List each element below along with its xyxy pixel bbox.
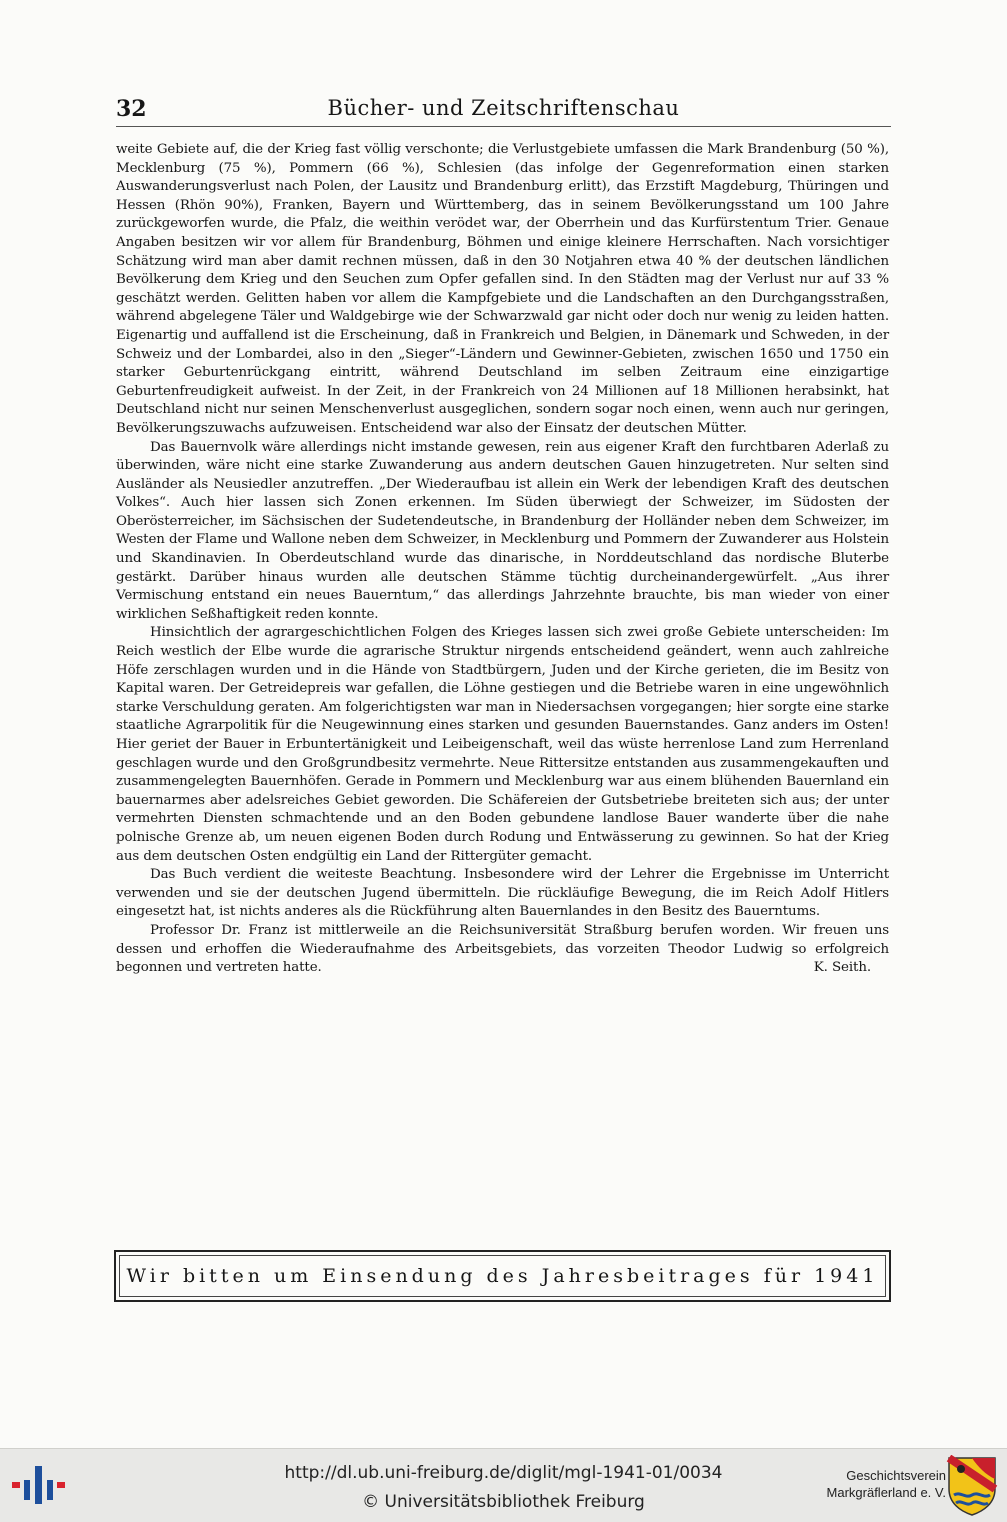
society-name-line-2: Markgräflerland e. V. [826,1485,946,1500]
paragraph-3: Hinsichtlich der agrargeschichtlichen Folgen des Krieges lassen sich zwei große Gebiete unterscheiden: Im Reich westlich der Elbe wurde die agrarische Struktur nirgends entscheidend geändert, wenn auch zahlreiche Höfe zerschlagen wurden und in die Hände von Stadtbürgern, Juden und der Kirche gerieten, die im Besitz von Kapital waren. Der Getreidepreis war gefallen, die Löhne gestiegen und die Betriebe waren in eine ungewöhnlich starke Verschuldung geraten. Am folgerichtigsten war man in Niedersachsen vorgegangen; hier sorgte eine starke staatliche Agrarpolitik für die Neugewinnung eines starken und gesunden Bauernstandes. Ganz anders im Osten! Hier geriet der Bauer in Erbuntertänigkeit und Leibeigenschaft, weil das wüste herrenlose Land zum Herrenland geschlagen wurde und den Großgrundbesitz vermehrte. Neue Rittersitze entstanden aus zusammengekauften und zusammengelegten Bauernhöfen. Gerade in Pommern und Mecklenburg war aus einem blühenden Bauernland ein bauernarmes aber adelsreiches Gebiet geworden. Die Schäfereien der Gutsbetriebe breiteten sich aus; der unter vermehrten Diensten schmachtende und an den Boden gebundene landlose Bauer wanderte über die nahe polnische Grenze ab, um neuen eigenen Boden durch Rodung und Entwässerung zu gewinnen. So hat der Krieg aus dem deutschen Osten endgültig ein Land der Rittergüter gemacht. [116,625,889,864]
paragraph-1: weite Gebiete auf, die der Krieg fast völlig verschonte; die Verlustgebiete umfassen die Mark Brandenburg (50 %), Mecklenburg (75 %), Pommern (66 %), Schlesien (das infolge der Gegenreformation einen starken Auswanderungsverlust nach Polen, der Lausitz und Brandenburg erlitt), das Erzstift Magdeburg, Thüringen und Hessen (Rhön 90%), Franken, Bayern und Württemberg, das in seinem Bevölkerungsstand um 100 Jahre zurückgeworfen wurde, die Pfalz, die weithin verödet war, der Oberrhein und das Kurfürstentum Trier. Genaue Angaben besitzen wir vor allem für Brandenburg, Böhmen und einige kleinere Herrschaften. Nach vorsichtiger Schätzung wird man aber damit rechnen müssen, daß in den 30 Notjahren etwa 40 % der deutschen ländlichen Bevölkerung dem Krieg und den Seuchen zum Opfer gefallen sind. In den Städten mag der Verlust nur auf 33 % geschätzt werden. Gelitten haben vor allem die Kampfgebiete und die Landschaften an den Durchgangsstraßen, während abgelegene Täler und Waldgebirge wie der Schwarzwald gar nicht oder doch nur wenig zu leiden hatten. Eigenartig und auffallend ist die Erscheinung, daß in Frankreich und Belgien, in Dänemark und Schweden, in der Schweiz und der Lombardei, also in den „Sieger“-Ländern und Gewinner-Gebieten, zwischen 1650 und 1750 ein starker Geburtenrückgang eintritt, während Deutschland im selben Zeitraum eine einzigartige Geburtenfreudigkeit aufweist. In der Zeit, in der Frankreich von 24 Millionen auf 18 Millionen herabsinkt, hat Deutschland nicht nur seinen Menschenverlust ausgeglichen, sondern sogar noch einen, wenn auch nur geringen, Bevölkerungszuwachs aufzuweisen. Entscheidend war also der Einsatz der deutschen Mütter. [116,142,889,436]
markgraeflerland-crest-icon[interactable] [946,1455,998,1517]
paragraph-4: Das Buch verdient die weiteste Beachtung. Insbesondere wird der Lehrer die Ergebnisse im Unterricht verwenden und sie der deutschen Jugend übermitteln. Die rückläufige Bewegung, die im Reich Adolf Hitlers eingesetzt hat, ist nichts anderes als die Rückführung alten Bauernlandes in den Besitz des Bauerntums. [116,867,889,920]
author-signature: K. Seith. [813,960,871,976]
paragraph-5-text: Professor Dr. Franz ist mittlerweile an die Reichsuniversität Straßburg berufen worden. Wir freuen uns dessen und erhoffen die Wiederaufnahme des Arbeitsgebiets, das vorzeiten Theodor Ludwig so erfolgreich begonnen und vertreten hatte. [116,922,889,976]
running-head [116,92,891,127]
membership-notice-box [114,1250,891,1302]
page-number: 32 [116,96,147,122]
paragraph-5 [116,922,889,978]
paragraph-2: Das Bauernvolk wäre allerdings nicht imstande gewesen, rein aus eigener Kraft den furchtbaren Aderlaß zu überwinden, wäre nicht eine starke Zuwanderung aus andern deutschen Gauen hinzugetreten. Nur selten sind Ausländer als Neusiedler anzutreffen. „Der Wiederaufbau ist allein ein Werk der lebendigen Kraft des deutschen Volkes“. Auch hier lassen sich Zonen erkennen. Im Süden überwiegt der Schweizer, im Südosten der Oberösterreicher, im Sächsischen der Sudetendeutsche, in Brandenburg der Holländer neben dem Schweizer, im Westen der Flame und Wallone neben dem Schweizer, in Mecklenburg und Pommern der Zuwanderer aus Holstein und Skandinavien. In Oberdeutschland wurde das dinarische, in Norddeutschland das nordische Bluterbe gestärkt. Darüber hinaus wurden alle deutschen Stämme tüchtig durcheinandergewürfelt. „Aus ihrer Vermischung entstand ein neues Bauerntum,“ das allerdings Jahrzehnte brauchte, bis man wieder von einer wirklichen Seßhaftigkeit reden konnte. [116,439,889,622]
society-name-line-1: Geschichtsverein [846,1468,946,1483]
article-body [116,141,889,978]
copyright-line: © Universitätsbibliothek Freiburg [362,1492,645,1512]
permalink-url[interactable]: http://dl.ub.uni-freiburg.de/diglit/mgl-1941-01/0034 [284,1463,723,1483]
running-title: Bücher- und Zeitschriftenschau [327,96,680,120]
footer-bar [0,1448,1007,1522]
society-name[interactable] [796,1467,946,1501]
ub-freiburg-logo-icon[interactable] [10,1461,66,1509]
membership-notice-text: Wir bitten um Einsendung des Jahresbeitrages für 1941 [126,1265,879,1287]
